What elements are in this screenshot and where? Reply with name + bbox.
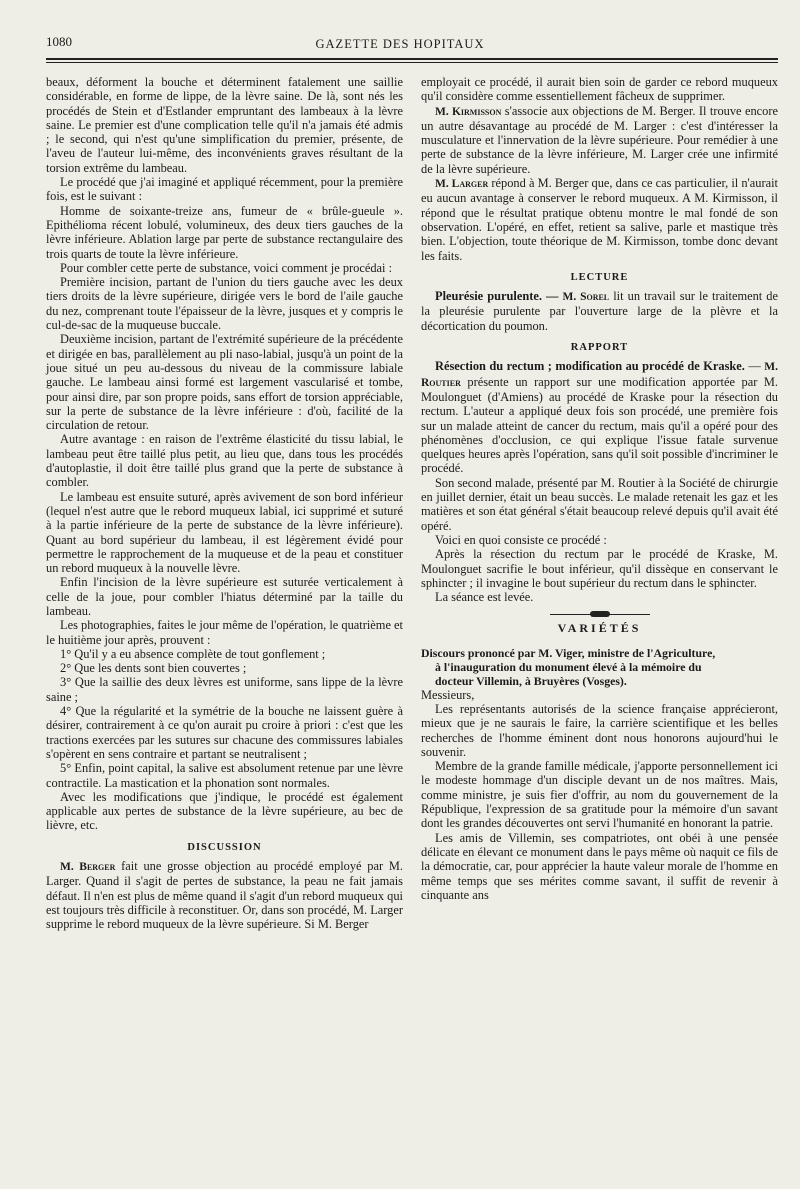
speaker-name: M. Sorel xyxy=(562,291,610,304)
paragraph: Les amis de Villemin, ses compatriotes, ont obéi à une pensée délicate en élevant ce monument dans le pays même où naquit ce fils de la démocratie, car, pour apprécier la haute valeur morale de l'homme en même temps que ses mérites comme savant, il suffit de revenir à cinquante ans xyxy=(421,830,778,902)
paragraph-heading: Pleurésie purulente. — xyxy=(435,289,559,304)
divider-ornament xyxy=(590,611,610,617)
paragraph xyxy=(421,104,778,176)
paragraph: Avec les modifications que j'indique, le procédé est également applicable aux pertes de substance de la lèvre supérieure, au bec de lièvre, etc. xyxy=(46,789,403,833)
header-rule-thick xyxy=(46,58,778,60)
paragraph: Deuxième incision, partant de l'extrémité supérieure de la précédente et dirigée en bas, parallèlement au pli naso-labial, jusqu'à un point de la joue situé un peu au-dessous du niveau de la commissure labiale gauche. Le lambeau ainsi formé est largement vascularisé et tombe, pour ainsi dire, par son propre poids, sans effort de torsion appréciable, sur la perte de substance de la lèvre inférieure : d'où, facilité de la circulation de retour. xyxy=(46,332,403,433)
left-column xyxy=(46,75,403,932)
paragraph: beaux, déforment la bouche et déterminent fatalement une saillie considérable, en forme de lippe, de la lèvre saine. De là, sont nés les procédés de Stein et d'Estlander empruntant des lambeaux à la lèvre saine. Le premier est d'une complication telle qu'il n'a jamais été admis ; le second, qui n'est qu'une simplification du premier, présente, de l'aveu de l'auteur lui-même, des inconvénients graves résultant de la torsion extrême du lambeau. xyxy=(46,75,403,175)
discussion-heading: DISCUSSION xyxy=(187,841,262,853)
speech-title-line: à l'inauguration du monument élevé à la mémoire du xyxy=(435,659,702,674)
paragraph: Pour combler cette perte de substance, voici comment je procédai : xyxy=(60,260,393,275)
list-item: 4° Que la régularité et la symétrie de la bouche ne laissent guère à désirer, contrairement à ce qu'on aurait pu croire à priori : c'est que les tractions exercées par les sutures sur chacune des commissures labiales s'opèrent en sens contraire et partant se neutralisent ; xyxy=(46,704,403,761)
paragraph-text: s'associe aux objections de M. Berger. Il trouve encore un autre désavantage au procédé de M. Larger : c'est d'intéresser la musculature et l'innervation de la lèvre supérieure. Pour remédier à une perte de substance de la lèvre inférieure, M. Larger crée une infirmité de la lèvre supérieure. xyxy=(421,103,778,176)
speech-title xyxy=(421,646,778,688)
varietes-heading: VARIÉTÉS xyxy=(557,621,642,636)
paragraph-text: répond à M. Berger que, dans ce cas particulier, il n'aurait eu aucun avantage à conserver le rebord muqueux. A M. Kirmisson, il répond que le résultat pratique obtenu montre le mal fondé de son observation. L'opéré, en effet, retient sa salive, parle et mastique très bien. L'objection, toute théorique de M. Kirmisson, tombe donc devant les faits. xyxy=(421,176,778,263)
list-item: 3° Que la saillie des deux lèvres est uniforme, sans lippe de la lèvre saine ; xyxy=(46,675,403,704)
speech-title-line: docteur Villemin, à Bruyères (Vosges). xyxy=(435,673,627,688)
paragraph: Après la résection du rectum par le procédé de Kraske, M. Moulonguet sacrifie le bout inférieur, qu'il dissèque en conservant le sphincter ; il invagine le bout supérieur du rectum dans le sphincter. xyxy=(421,547,778,590)
speaker-name: M. Routier xyxy=(421,361,778,389)
paragraph: Le lambeau est ensuite suturé, après avivement de son bord inférieur (lequel n'est autre que le rebord muqueux labial, ici supprimé et suturé à la partie inférieure de la perte de substance de la lèvre inférieure). Quant au bord supérieur du lambeau, il est légèrement évidé pour permettre le rapprochement de la muqueuse et de la peau et constituer un rebord muqueux à la nouvelle lèvre. xyxy=(46,489,403,576)
paragraph: La séance est levée. xyxy=(435,590,534,605)
paragraph xyxy=(421,176,778,263)
list-item: 2° Que les dents sont bien couvertes ; xyxy=(60,661,247,676)
speaker-name: M. Kirmisson xyxy=(435,105,502,118)
list-item: 5° Enfin, point capital, la salive est absolument retenue par une lèvre contractile. La mastication et la phonation sont normales. xyxy=(46,761,403,790)
section-divider xyxy=(550,614,650,615)
header-rule-thin xyxy=(46,62,778,63)
paragraph xyxy=(46,859,403,931)
text-columns xyxy=(46,75,778,932)
paragraph: Enfin l'incision de la lèvre supérieure est suturée verticalement à celle de la joue, pour combler l'hiatus déterminé par la taille du lambeau. xyxy=(46,575,403,618)
salutation: Messieurs, xyxy=(421,687,475,702)
lecture-heading: LECTURE xyxy=(570,271,629,283)
rapport-heading: RAPPORT xyxy=(570,342,629,354)
paragraph: employait ce procédé, il aurait bien soin de garder ce rebord muqueux qu'il considère comme essentiellement fâcheux de supprimer. xyxy=(421,75,778,104)
paragraph: Homme de soixante-treize ans, fumeur de « brûle-gueule ». Epithélioma récent lobulé, volumineux, des deux tiers gauches de la lèvre inférieure. Ablation large par perte de substance rectangulaire des trois quarts de toute la lèvre inférieure. xyxy=(46,203,403,261)
paragraph: Résection du rectum ; modification au procédé de Kraske. — M. Routier présente un rapport sur une modification apportée par M. Moulonguet (d'Amiens) au procédé de Kraske pour la résection du rectum. L'auteur a appliqué deux fois son procédé, une première fois sur un malade atteint de cancer du rectum, mais qu'il a opéré pour des phénomènes d'occlusion, ce qui explique l'issue fatale survenue quelques heures après l'opération, sans qu'il soit possible d'incriminer le procédé. xyxy=(421,359,778,476)
paragraph: Le procédé que j'ai imaginé et appliqué récemment, pour la première fois, est le suivant : xyxy=(46,175,403,204)
paragraph: Membre de la grande famille médicale, j'apporte personnellement ici le modeste hommage d'un disciple devant un de nos maîtres. Mais, comme ministre, je suis fier d'offrir, au nom du gouvernement de la République, l'expression de sa gratitude pour la mémoire d'un savant dont les grandes découvertes ont servi l'humanité en honorant la patrie. xyxy=(421,759,778,831)
speech-title-line: Discours prononcé par M. Viger, ministre de l'Agriculture, xyxy=(421,645,716,660)
paragraph-text: fait une grosse objection au procédé employé par M. Larger. Quand il s'agit de pertes de substance, la peau ne fait jamais défaut. Il n'en est plus de même quand il s'agit d'un rebord muqueux qui est toujours très difficile à reconstituer. Or, dans son procédé, M. Larger supprime le rebord muqueux de la lèvre supérieure. Si M. Berger xyxy=(46,859,403,932)
paragraph: Les photographies, faites le jour même de l'opération, le quatrième et le huitième jour après, prouvent : xyxy=(46,618,403,647)
speaker-name: M. Berger xyxy=(60,861,116,874)
paragraph: Les représentants autorisés de la science française apprécieront, mieux que je ne saurais le faire, la carrière scientifique et les belles recherches de l'homme éminent dont nous honorons aujourd'hui le souvenir. xyxy=(421,701,778,759)
paragraph: Première incision, partant de l'union du tiers gauche avec les deux tiers droits de la lèvre supérieure, dirigée vers le bord de l'aile gauche du nez, comprenant toute l'épaisseur de la lèvre, jusques et y compris le cul-de-sac de la muqueuse buccale. xyxy=(46,275,403,333)
paragraph: Son second malade, présenté par M. Routier à la Société de chirurgie en juillet dernier, était un beau succès. Le malade retenait les gaz et les matières et son état général s'était beaucoup relevé depuis qu'il avait été opéré. xyxy=(421,475,778,533)
journal-title: GAZETTE DES HOPITAUX xyxy=(315,37,485,51)
speaker-name: M. Larger xyxy=(435,178,489,191)
list-item: 1° Qu'il y a eu absence complète de tout gonflement ; xyxy=(60,646,326,661)
right-column xyxy=(421,75,778,932)
paragraph-heading: Résection du rectum ; modification au procédé de Kraske. xyxy=(435,359,745,374)
paragraph-text: lit un travail sur le traitement de la pleurésie purulente par l'ouverture large de la plèvre et la décortication du poumon. xyxy=(421,289,779,333)
page-number: 1080 xyxy=(46,34,72,49)
paragraph xyxy=(421,289,778,333)
paragraph: Autre avantage : en raison de l'extrême élasticité du tissu labial, le lambeau peut être taillé plus petit, au lieu que, dans tous les procédés d'autoplastie, il doit être taillé plus grand que la perte de substance à combler. xyxy=(46,432,403,490)
paragraph: Voici en quoi consiste ce procédé : xyxy=(435,532,607,547)
paragraph-text: présente un rapport sur une modification apportée par M. Moulonguet (d'Amiens) au procédé de Kraske pour la résection du rectum. L'auteur a appliqué deux fois son procédé, une première fois sur un malade atteint de cancer du rectum, mais qu'il a opéré pour des phénomènes d'occlusion, ce qui explique l'issue fatale survenue quelques heures après l'opération, sans qu'il soit possible d'incriminer le procédé. xyxy=(421,374,778,476)
